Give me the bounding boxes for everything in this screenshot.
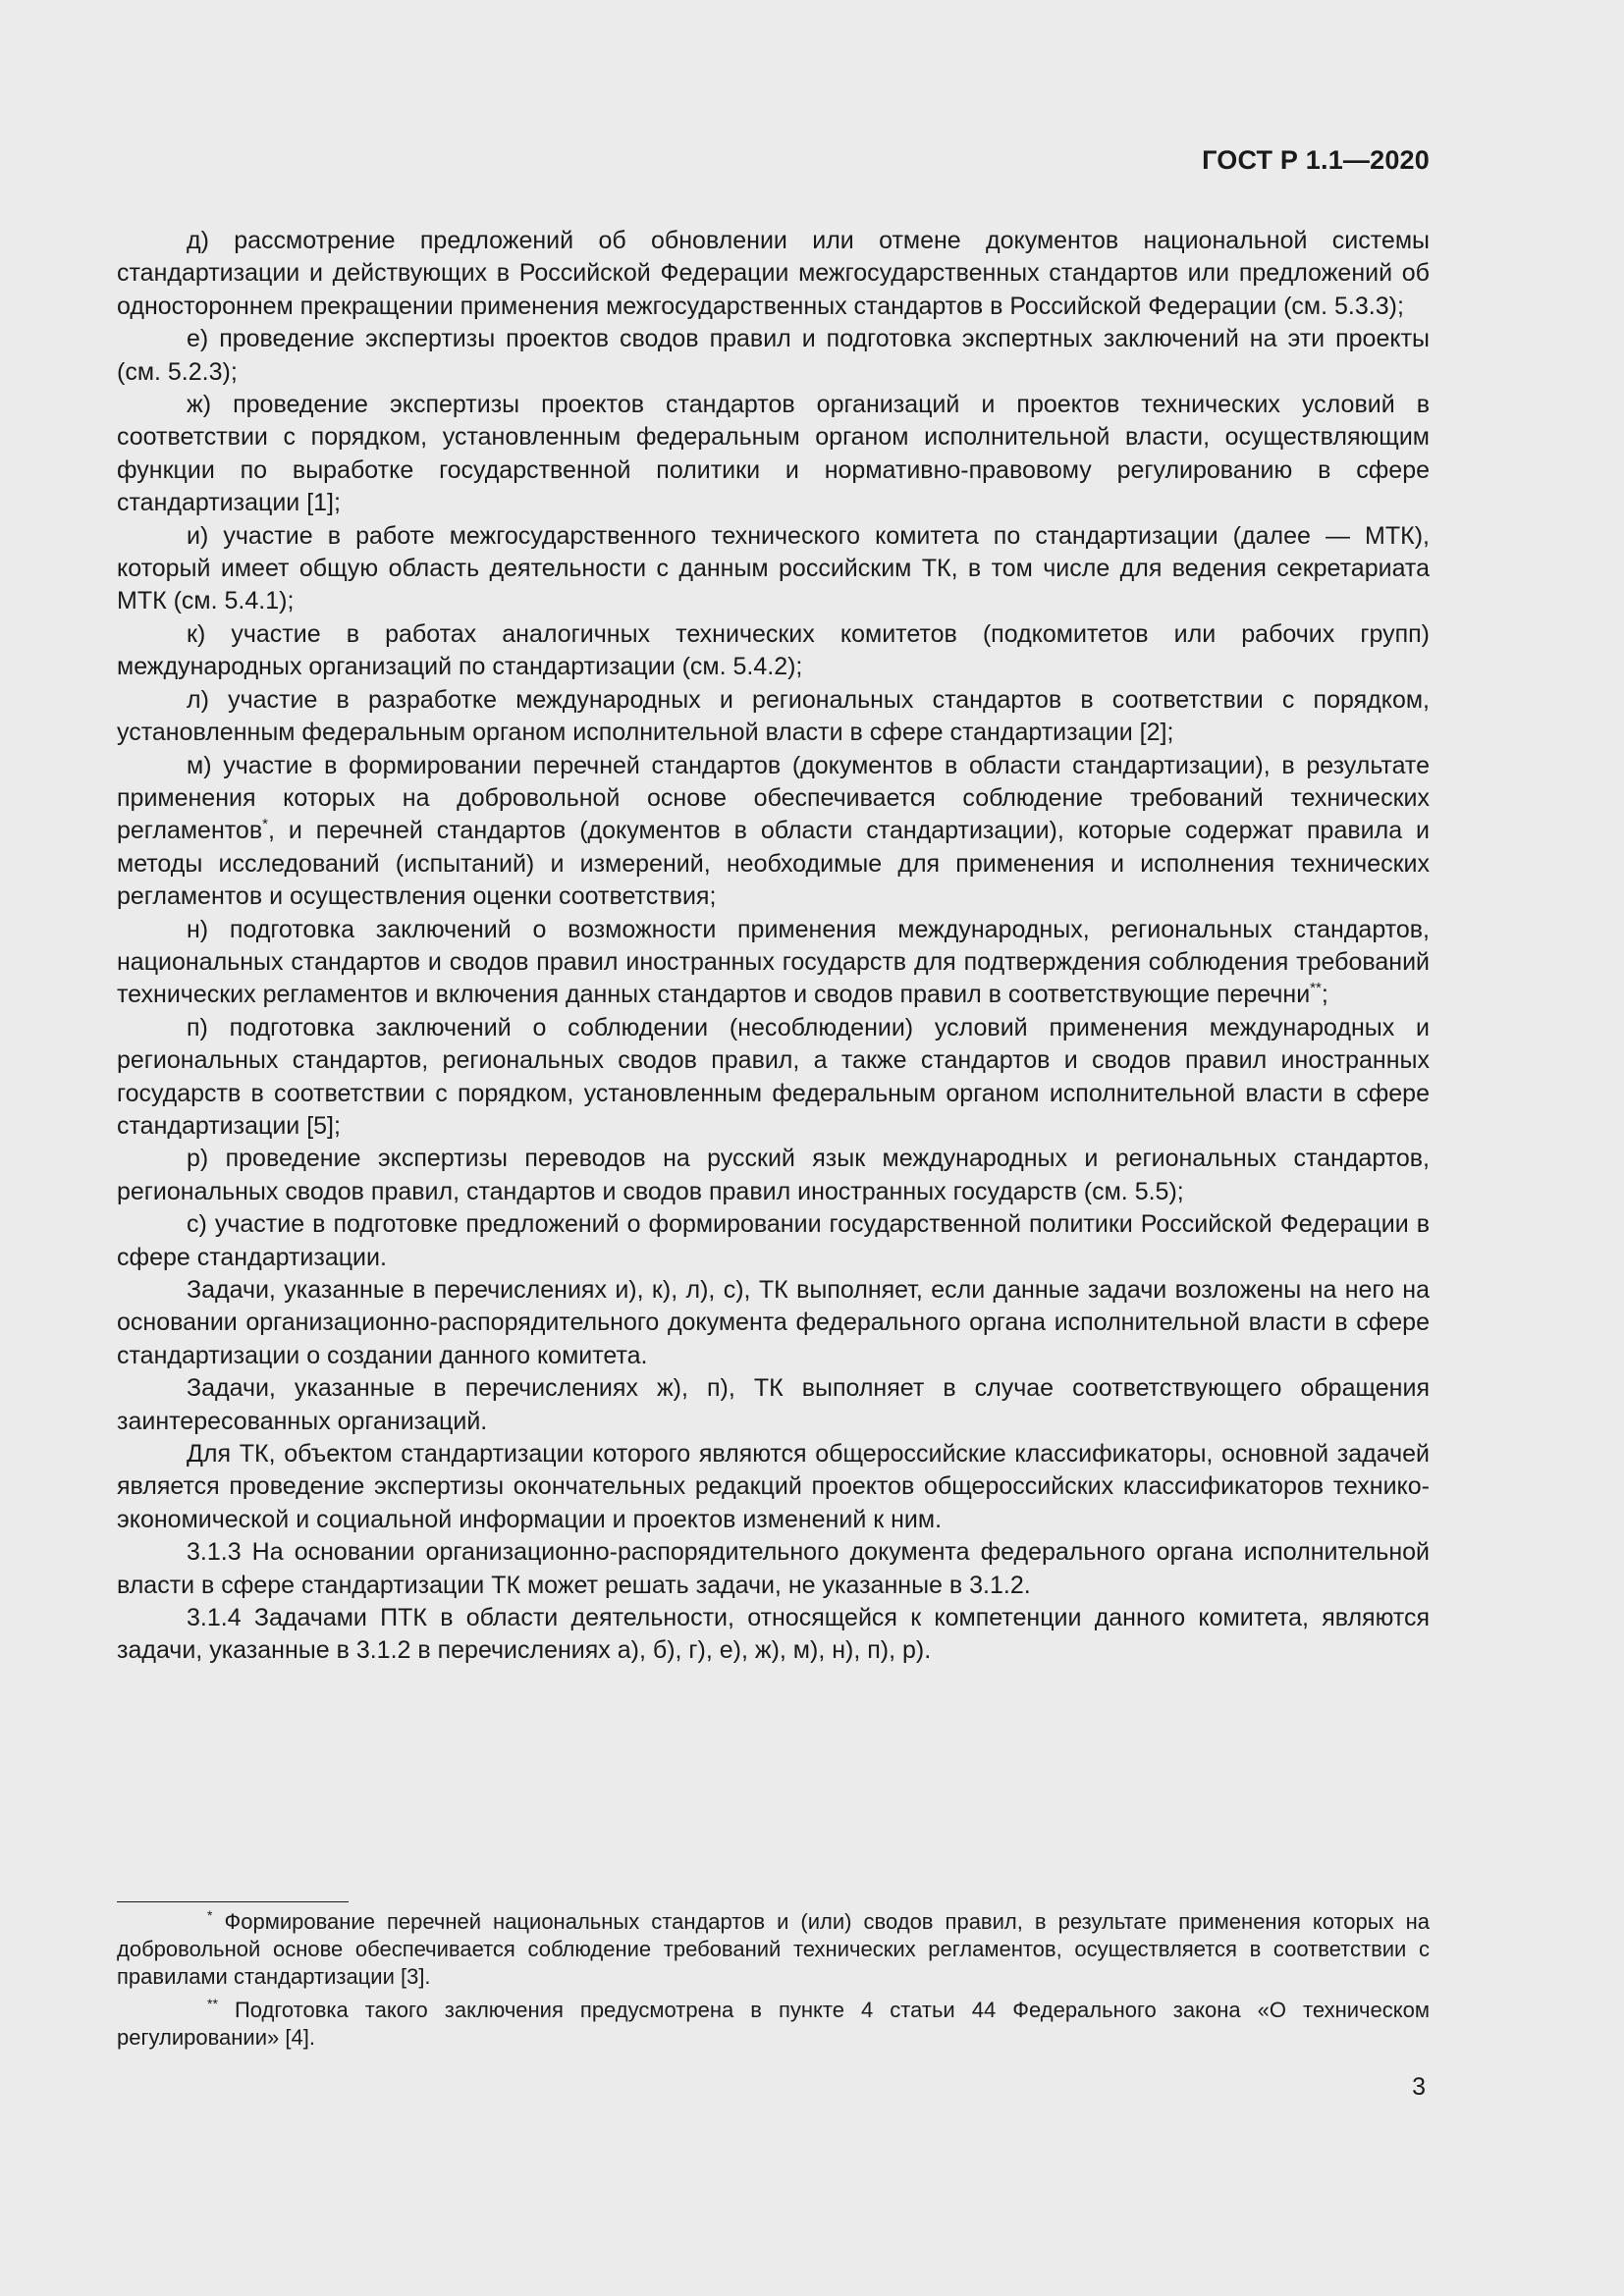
footnote-ref-2[interactable]: ** [1310,980,1322,997]
footnote-2 [117,1997,1430,2052]
footnote-1 [117,1908,1430,1991]
paragraph-tasks-1: Задачи, указанные в перечислениях и), к), л), с), ТК выполняет, если данные задачи возложены на него на основании организационно-распорядительного документа федерального органа исполнительной власти в сфере стандартизации о создании данного комитета. [117,1276,1430,1369]
paragraph-l: л) участие в разработке международных и региональных стандартов в соответствии с порядком, установленным федеральным органом исполнительной власти в сфере стандартизации [2]; [117,685,1430,747]
footnote-2-text: Подготовка такого заключения предусмотрена в пункте 4 статьи 44 Федерального закона «О техническом регулировании» [4]. [117,1998,1430,2050]
paragraph-n-text: н) подготовка заключений о возможности применения международных, региональных стандартов, национальных стандартов и сводов правил иностранных государств для подтверждения соблюдения требований технических регламентов и включения данных стандартов и сводов правил в соответствующие перечни [117,915,1430,1009]
paragraph-m [117,750,1430,914]
main-text [117,225,1430,1668]
footnote-mark-2: ** [207,1996,218,2011]
footnotes [117,1908,1430,2057]
footnote-ref-1[interactable]: * [262,816,268,833]
paragraph-i: и) участие в работе межгосударственного технического комитета по стандартизации (далее — МТК), который имеет общую область деятельности с данным российским ТК, в том числе для ведения секретариата МТК (см. 5.4.1); [117,521,1430,615]
paragraph-p: п) подготовка заключений о соблюдении (несоблюдении) условий применения международных и региональных стандартов, региональных сводов правил, а также стандартов и сводов правил иностранных государств в соответствии с порядком, установленным федеральным органом исполнительной власти в сфере стандартизации [5]; [117,1013,1430,1140]
paragraph-d: д) рассмотрение предложений об обновлении или отмене документов национальной системы стандартизации и действующих в Российской Федерации межгосударственных стандартов или предложений об одностороннем прекращении применения межгосударственных стандартов в Российской Федерации (см. 5.3.3); [117,227,1430,320]
paragraph-s: с) участие в подготовке предложений о формировании государственной политики Российской Федерации в сфере стандартизации. [117,1210,1430,1271]
footnote-1-text: Формирование перечней национальных стандартов и (или) сводов правил, в результате применения которых на добровольной основе обеспечивается соблюдение требований технических регламентов, осуществляется в соответствии с правилами стандартизации [3]. [117,1909,1430,1989]
paragraph-zh: ж) проведение экспертизы проектов стандартов организаций и проектов технических условий в соответствии с порядком, установленным федеральным органом исполнительной власти, осуществляющим функции по выработке государственной политики и нормативно-правовому регулированию в сфере стандартизации [1]; [117,391,1430,517]
paragraph-classifiers: Для ТК, объектом стандартизации которого являются общероссийские классификаторы, основной задачей является проведение экспертизы окончательных редакций проектов общероссийских классификаторов технико-экономической и социальной информации и проектов изменений к ним. [117,1440,1430,1533]
standard-designation: ГОСТ Р 1.1—2020 [1202,145,1430,175]
paragraph-e: е) проведение экспертизы проектов сводов правил и подготовка экспертных заключений на эти проекты (см. 5.2.3); [117,325,1430,386]
paragraph-r: р) проведение экспертизы переводов на русский язык международных и региональных стандартов, региональных сводов правил, стандартов и сводов правил иностранных государств (см. 5.5); [117,1145,1430,1205]
paragraph-k: к) участие в работах аналогичных технических комитетов (подкомитетов или рабочих групп) международных организаций по стандартизации (см. 5.4.2); [117,619,1430,681]
paragraph-n [117,914,1430,1012]
page-number: 3 [1412,2073,1426,2101]
paragraph-n-text-cont: ; [1321,981,1328,1009]
footnote-divider [117,1901,349,1902]
clause-3-1-4: 3.1.4 Задачами ПТК в области деятельности, относящейся к компетенции данного комитета, являются задачи, указанные в 3.1.2 в перечислениях а), б), г), е), ж), м), н), п), р). [117,1604,1430,1665]
paragraph-m-text: м) участие в формировании перечней стандартов (документов в области стандартизации), в результате применения которых на добровольной основе обеспечивается соблюдение требований технических регламентов [117,751,1430,845]
footnote-mark-1: * [207,1907,213,1923]
paragraph-m-text-cont: , и перечней стандартов (документов в области стандартизации), которые содержат правила и методы исследований (испытаний) и измерений, необходимые для применения и исполнения технических регламентов и осуществления оценки соответствия; [117,817,1430,911]
paragraph-tasks-2: Задачи, указанные в перечислениях ж), п), ТК выполняет в случае соответствующего обращения заинтересованных организаций. [117,1374,1430,1435]
clause-3-1-3: 3.1.3 На основании организационно-распорядительного документа федерального органа исполнительной власти в сфере стандартизации ТК может решать задачи, не указанные в 3.1.2. [117,1538,1430,1599]
